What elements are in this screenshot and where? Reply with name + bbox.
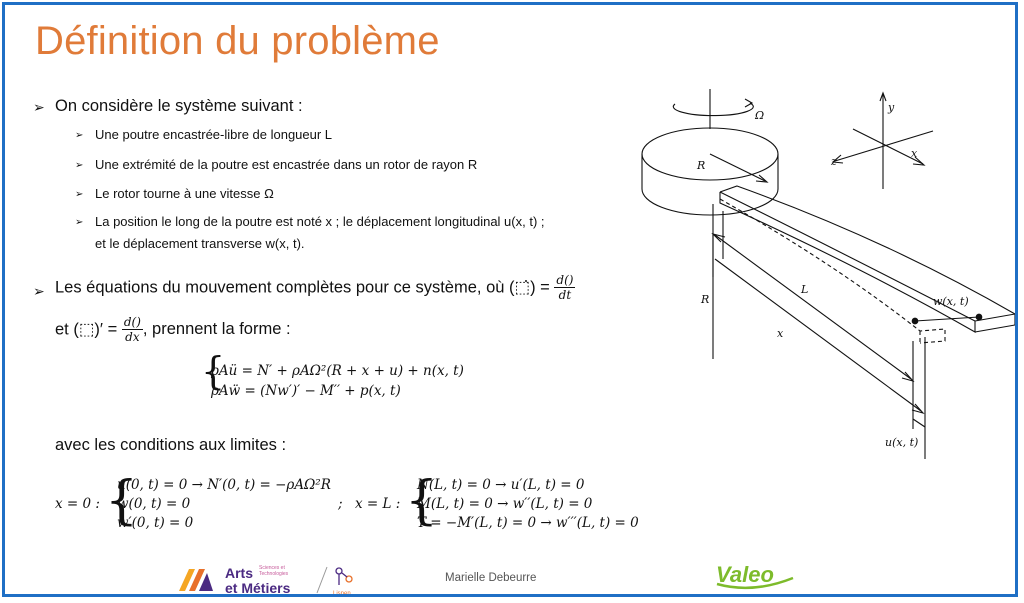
- bullet-arrow-icon: ➢: [33, 283, 45, 299]
- deriv-dx-num: d(): [123, 315, 141, 329]
- label-u: u(x, t): [885, 436, 919, 449]
- equations-intro-b: et (⬚)′ =: [55, 320, 118, 339]
- label-L: L: [801, 283, 809, 296]
- bc-left-label: x = 0 :: [55, 496, 100, 512]
- sub-bullet-arrow-icon: ➢: [75, 130, 84, 141]
- sub-item-4: La position le long de la poutre est noté x ; le déplacement longitudinal u(x, t) ;: [95, 214, 545, 229]
- sub-item-1: Une poutre encastrée-libre de longueur L: [95, 127, 333, 142]
- sub-item-4-cont: et le déplacement transverse w(x, t).: [95, 236, 305, 251]
- rotor-side: [642, 154, 778, 215]
- bc-separator: ;: [338, 496, 343, 512]
- sub-bullet-arrow-icon: ➢: [75, 160, 84, 171]
- deriv-dx-fraction: [122, 315, 143, 344]
- lispen-label: Lispen: [333, 591, 351, 597]
- sub-item-2: Une extrémité de la poutre est encastrée dans un rotor de rayon R: [95, 157, 478, 172]
- am-line1: Arts: [225, 565, 254, 581]
- equation-1: ρAü = N′ + ρAΩ²(R + x + u) + n(x, t): [211, 363, 464, 379]
- equations-intro-c: , prennent la forme :: [142, 320, 291, 338]
- deriv-dx-den: dx: [125, 330, 140, 344]
- valeo-text: Valeo: [716, 562, 774, 587]
- label-axis-x: x: [911, 147, 918, 160]
- deriv-dt-fraction: [554, 273, 575, 302]
- equations-brace: {: [201, 349, 226, 393]
- bullet-intro: On considère le système suivant :: [55, 97, 303, 115]
- sub-bullet-arrow-icon: ➢: [75, 217, 84, 228]
- deriv-dt-den: dt: [558, 288, 572, 302]
- equations-intro-line2: [55, 315, 291, 344]
- bc-right-1: N(L, t) = 0 → u′(L, t) = 0: [417, 477, 585, 493]
- bc-right-label: x = L :: [355, 496, 401, 512]
- label-axis-y: y: [888, 101, 895, 114]
- arts-et-metiers-logo: [177, 561, 365, 597]
- sub-bullet-arrow-icon: ➢: [75, 189, 84, 200]
- equations-intro-a: Les équations du mouvement complètes pour ce système, où (⬚̇) =: [55, 278, 550, 297]
- label-w: w(x, t): [933, 295, 969, 308]
- equations-intro-line1: [55, 273, 575, 302]
- slide-frame: [2, 2, 1018, 597]
- bullet-arrow-icon: ➢: [33, 99, 45, 115]
- am-line2: et Métiers: [225, 580, 291, 596]
- am-small2: Technologies: [259, 571, 289, 577]
- rotating-beam-diagram: [635, 89, 1015, 459]
- radius-arrow: [710, 154, 765, 181]
- bc-left-2: w(0, t) = 0: [117, 496, 191, 512]
- axis-z: [835, 131, 933, 161]
- bc-right-brace: {: [405, 471, 439, 531]
- boundary-intro: avec les conditions aux limites :: [55, 436, 287, 454]
- x-dimension: [715, 259, 921, 411]
- length-dimension: [715, 235, 911, 379]
- deriv-dt-num: d(): [556, 273, 574, 287]
- bc-left-brace: {: [105, 471, 139, 531]
- rotation-arrow-icon: [673, 103, 753, 116]
- valeo-logo: [713, 558, 797, 594]
- bc-left-1: u(0, t) = 0 → N′(0, t) = −ρAΩ²R: [117, 477, 331, 493]
- slide-title: Définition du problème: [35, 19, 440, 63]
- label-axis-z: z: [831, 155, 837, 168]
- label-R-side: R: [701, 293, 710, 306]
- bc-right-2: M(L, t) = 0 → w′′(L, t) = 0: [417, 496, 593, 512]
- sub-item-3: Le rotor tourne à une vitesse Ω: [95, 186, 274, 201]
- equation-2: ρAẅ = (Nw′)′ − M′′ + p(x, t): [211, 383, 401, 399]
- beam-front: [720, 192, 975, 332]
- label-x: x: [777, 327, 784, 340]
- bc-right-3: T = −M′(L, t) = 0 → w′′′(L, t) = 0: [417, 515, 639, 531]
- bc-left-3: w′(0, t) = 0: [117, 515, 194, 531]
- label-omega: Ω: [755, 109, 765, 122]
- label-R-top: R: [697, 159, 706, 172]
- am-small1: Sciences et: [259, 565, 285, 571]
- footer-author: Marielle Debeurre: [445, 572, 537, 584]
